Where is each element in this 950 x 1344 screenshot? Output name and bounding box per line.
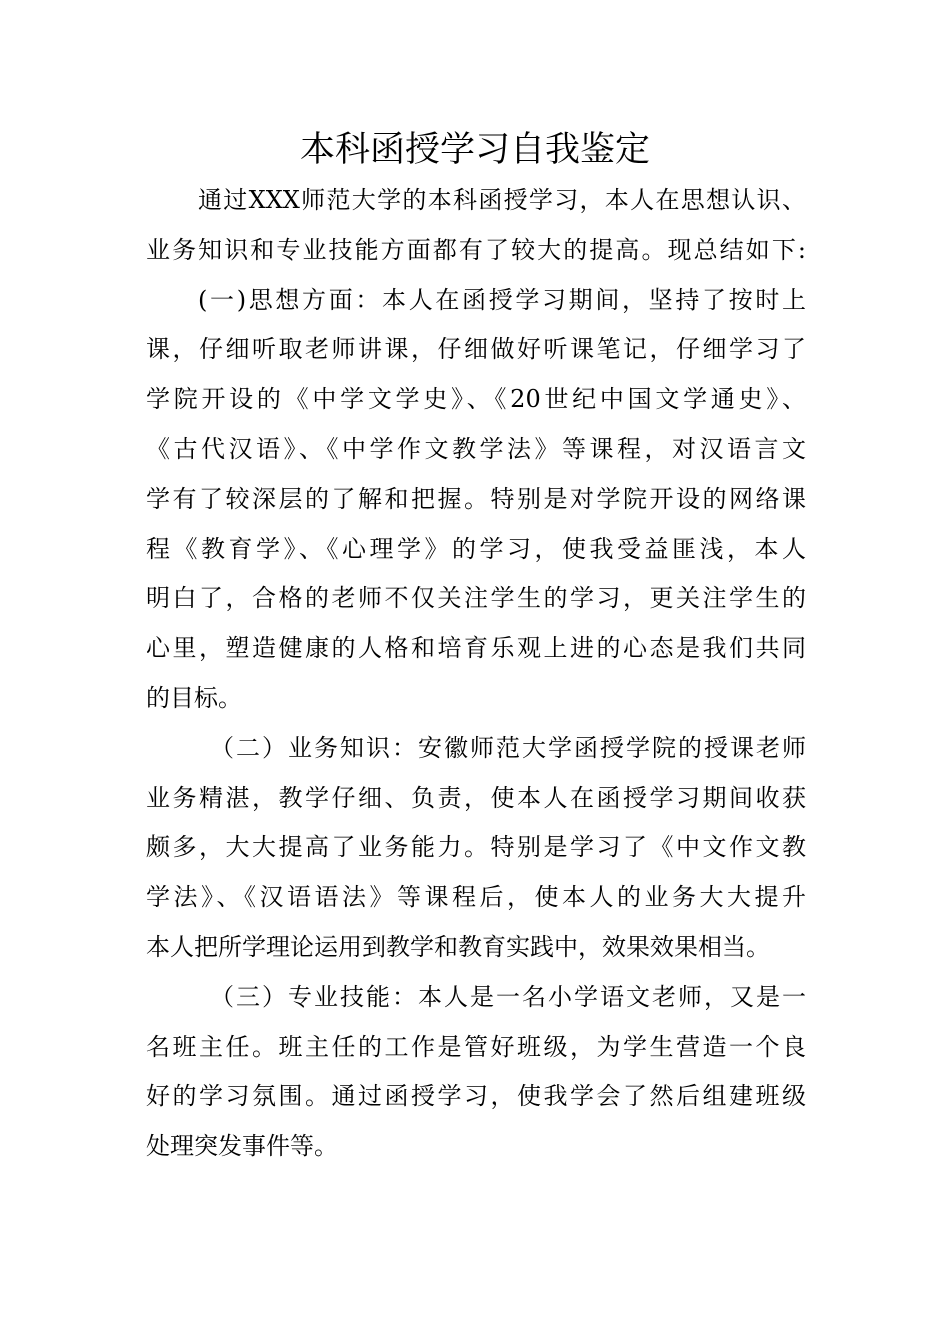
text-line: 颇多，大大提高了业务能力。特别是学习了《中文作文教 bbox=[146, 833, 806, 862]
text-line: 业务知识和专业技能方面都有了较大的提高。现总结如下: bbox=[146, 235, 806, 264]
paragraph-professional-skills bbox=[146, 973, 806, 1172]
text-line: 程《教育学》、《心理学》的学习，使我受益匪浅，本人 bbox=[146, 534, 806, 563]
text-line: 本人把所学理论运用到教学和教育实践中，效果效果相当。 bbox=[146, 932, 770, 961]
document-body bbox=[146, 176, 806, 1172]
text-line: 业务精湛，教学仔细、负责，使本人在函授学习期间收获 bbox=[146, 783, 806, 812]
text-line: 学有了较深层的了解和把握。特别是对学院开设的网络课 bbox=[146, 484, 806, 513]
text-line: (一)思想方面：本人在函授学习期间，坚持了按时上 bbox=[198, 285, 806, 314]
text-line: （二）业务知识：安徽师范大学函授学院的授课老师 bbox=[210, 733, 806, 762]
text-line: 学法》、《汉语语法》等课程后，使本人的业务大大提升 bbox=[146, 883, 806, 912]
document-title: 本科函授学习自我鉴定 bbox=[299, 130, 650, 170]
text-line: 名班主任。班主任的工作是管好班级，为学生营造一个良 bbox=[146, 1032, 806, 1061]
text-line: 通过XXX师范大学的本科函授学习，本人在思想认识、 bbox=[198, 186, 806, 214]
text-line: 学院开设的《中学文学史》、《20世纪中国文学通史》、 bbox=[146, 385, 806, 414]
text-line: 明白了，合格的老师不仅关注学生的学习，更关注学生的 bbox=[146, 584, 806, 613]
text-line: 心里，塑造健康的人格和培育乐观上进的心态是我们共同 bbox=[146, 634, 806, 663]
paragraph-intro bbox=[146, 176, 806, 276]
text-line: 《古代汉语》、《中学作文教学法》等课程，对汉语言文 bbox=[146, 434, 806, 463]
paragraph-ideology bbox=[146, 276, 806, 724]
text-line: 处理突发事件等。 bbox=[146, 1132, 338, 1161]
paragraph-business-knowledge bbox=[146, 724, 806, 973]
text-line: 的目标。 bbox=[146, 683, 242, 712]
text-line: 好的学习氛围。通过函授学习，使我学会了然后组建班级 bbox=[146, 1082, 806, 1111]
text-line: 课，仔细听取老师讲课，仔细做好听课笔记，仔细学习了 bbox=[146, 335, 806, 364]
text-line: （三）专业技能：本人是一名小学语文老师，又是一 bbox=[210, 982, 806, 1011]
